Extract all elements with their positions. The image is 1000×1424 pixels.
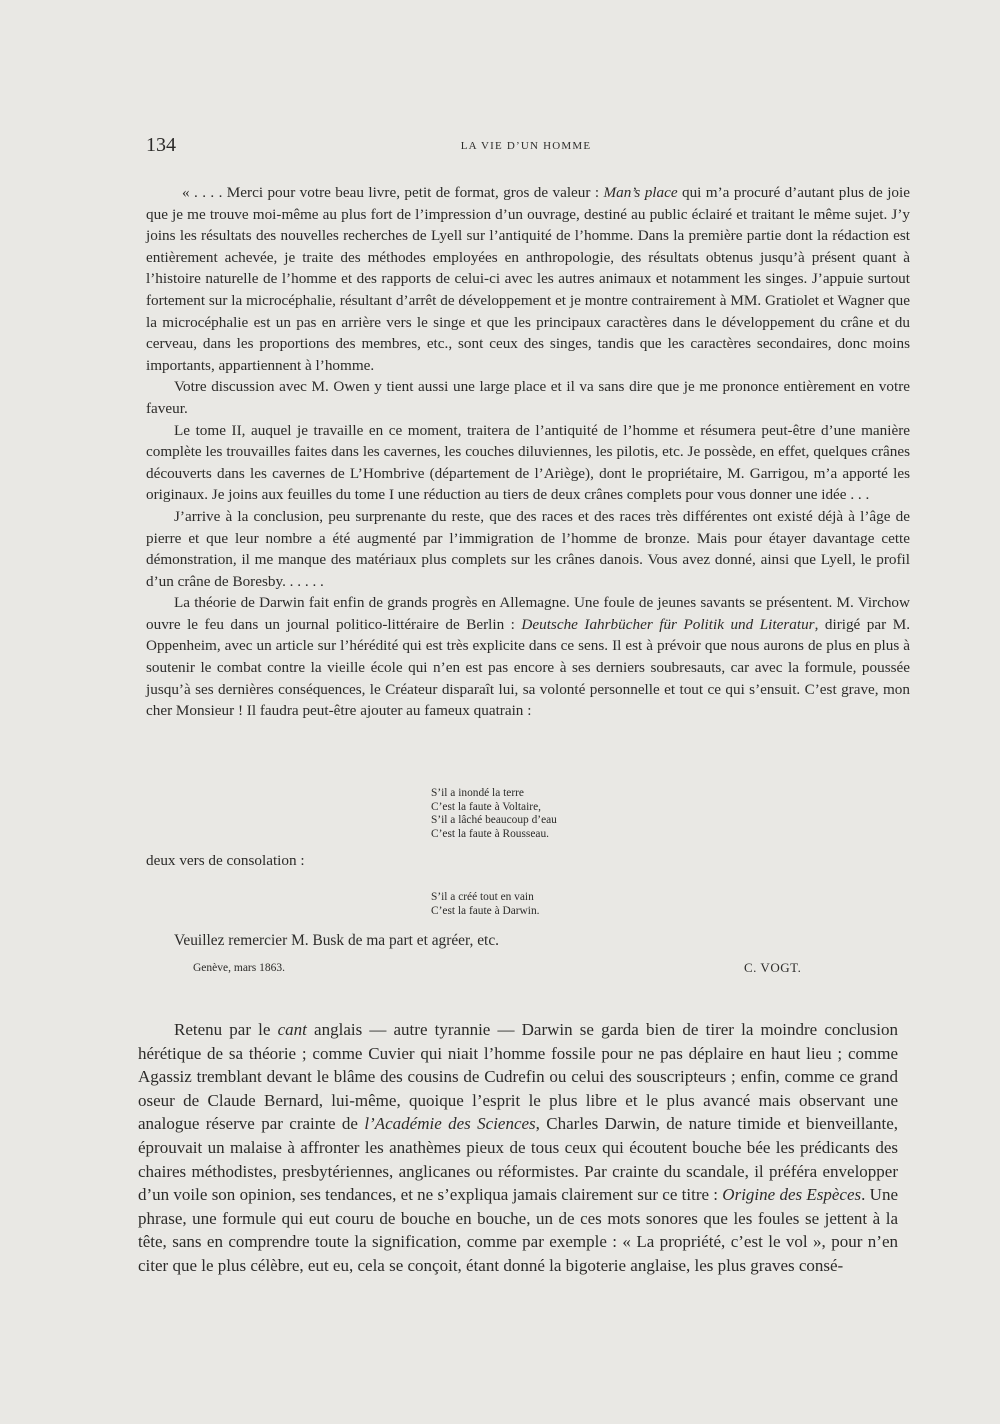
letter-paragraph-5: La théorie de Darwin fait enfin de grands progrès en Allemagne. Une foule de jeunes savants se présentent. M. Virchow ouvre le feu dans un journal politico-littéraire de Berlin : Deutsche Iahrbücher für Politik und Literatur, dirigé par M. Oppenheim, avec un article sur l’hérédité qui est très explicite dans ce sens. Il est à prévoir que nous aurons de plus en plus à soutenir le combat contre la vieille école qui n’en est pas encore à ses derniers soubresauts, car avec la formule, poussée jusqu’à ses dernières conséquences, le Créateur disparaît lui, sa volonté personnelle et tout ce qui s’ensuit. C’est grave, mon cher Monsieur ! Il faudra peut-être ajouter au fameux quatrain : xyxy=(146,594,910,720)
quatrain xyxy=(431,787,557,841)
consolation-line: deux vers de consolation : xyxy=(146,852,305,869)
letter-paragraph-2: Votre discussion avec M. Owen y tient aussi une large place et il va sans dire que je me prononce entièrement en votre faveur. xyxy=(146,378,910,417)
poem-line: S’il a inondé la terre xyxy=(431,787,524,799)
letter-paragraph-4: J’arrive à la conclusion, peu surprenante du reste, que des races et des races très différentes ont existé déjà à l’âge de pierre et que leur nombre a été augmenté par l’immigration de l’homme de bronze. Mais pour étayer davantage cette démonstration, il me manque des matériaux plus complets sur les crânes danois. Vous avez donné, ainsi que Lyell, le profil d’un crâne de Boresby. . . . . . xyxy=(146,507,910,590)
body-paragraph: Retenu par le cant anglais — autre tyrannie — Darwin se garda bien de tirer la moindre conclusion hérétique de sa théorie ; comme Cuvier qui niait l’homme fossile pour ne pas déplaire en haut lieu ; comme Agassiz tremblant devant le blâme des cousins de Cudrefin ou celui des souscripteurs ; enfin, comme ce grand oseur de Claude Bernard, lui-même, quoique l’esprit le plus libre et le plus avancé mais observant une analogue réserve par crainte de l’Académie des Sciences, Charles Darwin, de nature timide et bienveillante, éprouvait un malaise à affronter les anathèmes pieux de tous ceux qui écoutent bouche bée les prédicants des chaires méthodistes, presbytériennes, anglicanes ou réformistes. Par crainte du scandale, il préféra envelopper d’un voile son opinion, ses tendances, et ne s’expliqua jamais clairement sur ce titre : Origine des Espèces. Une phrase, une formule qui eut couru de bouche en bouche, un de ces mots sonores que les foules se jettent à la tête, sans en comprendre toute la signification, comme par exemple : « La propriété, c’est le vol », pour n’en citer que le plus célèbre, eut eu, cela se conçoit, étant donné la bigoterie anglaise, les plus graves consé- xyxy=(138,1020,899,1275)
book-title-mans-place: Man’s place xyxy=(603,184,678,201)
letter-paragraph-3: Le tome II, auquel je travaille en ce moment, traitera de l’antiquité de l’homme et résumera peut-être d’une manière complète les trouvailles faites dans les cavernes, les couches diluviennes, les pilotis, etc. Je possède, en effet, quelques crânes découverts dans les cavernes de L’Hombrive (département de l’Ariège), dont le propriétaire, M. Garrigou, m’a apporté les originaux. Je joins aux feuilles du tome I une réduction au tiers de deux crânes complets pour vous donner une idée . . . xyxy=(146,421,910,504)
poem-line: S’il a lâché beaucoup d’eau xyxy=(431,814,557,827)
poem-line: C’est la faute à Darwin. xyxy=(431,904,540,917)
consolation-couplet xyxy=(431,891,539,918)
letter-paragraph-1: « . . . . Merci pour votre beau livre, petit de format, gros de valeur : Man’s place qui m’a procuré d’autant plus de joie que je me trouve moi-même au plus fort de l’impression d’un ouvrage, destiné au public éclairé et traitant le même sujet. J’y joins les résultats des nouvelles recherches de Lyell sur l’antiquité de l’homme. Dans la première partie dont la rédaction est entièrement achevée, je traite des méthodes employées en anthropologie, des résultats obtenus jusqu’à présent quant à l’histoire naturelle de l’homme et des rapports de celui-ci avec les autres animaux et notamment les singes. J’appuie surtout fortement sur la microcéphalie, résultant d’arrêt de développement et je montre contrairement à MM. Gratiolet et Wagner que la microcéphalie est un pas en arrière vers le singe et que les principaux caractères dans le développement du crâne et du cerveau, dans les proportions des membres, etc., sont ceux des singes, tandis que les caractères secondaires, donc moins importants, appartiennent à l’homme. xyxy=(146,184,910,374)
quoted-letter xyxy=(146,182,910,722)
poem-line: S’il a créé tout en vain xyxy=(431,891,534,903)
signature: C. VOGT. xyxy=(744,960,802,975)
place-date: Genève, mars 1863. xyxy=(193,962,285,974)
letter-closing: Veuillez remercier M. Busk de ma part et agréer, etc. xyxy=(174,932,499,949)
journal-title: Deutsche Iahrbücher für Politik und Literatur xyxy=(521,615,815,633)
poem-line: C’est la faute à Voltaire, xyxy=(431,800,541,813)
main-text xyxy=(138,1018,898,1278)
running-title: LA VIE D’UN HOMME xyxy=(460,140,592,152)
poem-line: C’est la faute à Rousseau. xyxy=(431,827,549,840)
page-header xyxy=(146,134,906,158)
page-number: 134 xyxy=(146,134,176,156)
